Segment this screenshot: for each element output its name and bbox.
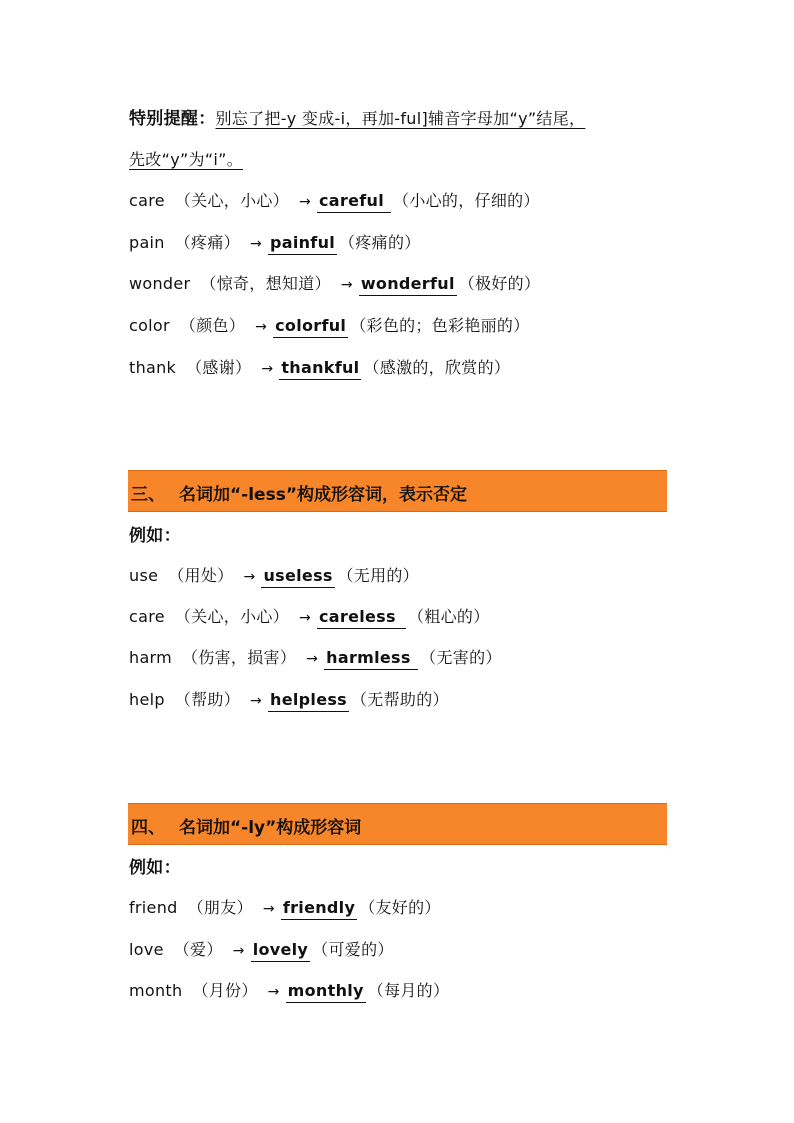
section-4-banner <box>128 803 667 845</box>
example-answer-meaning: （无用的） <box>337 566 419 585</box>
example-answer: lovely <box>251 940 310 962</box>
arrow-icon: → <box>267 984 280 1000</box>
example-answer: careless <box>317 607 406 629</box>
section-title: 名词加“-ly”构成形容词 <box>179 818 362 838</box>
arrow-icon: → <box>262 901 275 917</box>
example-answer: friendly <box>281 898 357 920</box>
section-3-heading <box>131 480 467 505</box>
example-word: harm <box>129 648 173 667</box>
arrow-icon: → <box>340 277 353 293</box>
example-word: use <box>129 566 159 585</box>
example-meaning: （感谢） <box>186 358 252 377</box>
reminder-text-1: 别忘了把-y 变成-i，再加-ful]辅音字母加“y”结尾， <box>215 109 586 128</box>
example-meaning: （惊奇，想知道） <box>200 274 331 293</box>
section-4-heading <box>131 813 361 838</box>
example-answer: monthly <box>286 981 366 1003</box>
example-answer-meaning: （小心的，仔细的） <box>393 191 540 210</box>
example-answer: harmless <box>324 648 418 670</box>
example-answer-meaning: （无害的） <box>420 648 502 667</box>
arrow-icon: → <box>298 194 312 210</box>
example-row <box>129 315 530 338</box>
section-number: 三、 <box>131 485 165 505</box>
example-row <box>129 273 540 296</box>
reminder-line-1 <box>129 108 585 130</box>
example-row <box>129 606 490 629</box>
example-meaning: （朋友） <box>187 898 253 917</box>
example-meaning: （关心，小心） <box>174 191 289 210</box>
arrow-icon: → <box>306 651 319 667</box>
arrow-icon: → <box>249 236 262 252</box>
example-meaning: （用处） <box>168 566 234 585</box>
example-meaning: （爱） <box>173 940 223 959</box>
example-meaning: （月份） <box>192 981 258 1000</box>
example-answer-meaning: （感激的，欣赏的） <box>363 358 511 377</box>
example-row <box>129 232 421 255</box>
example-row <box>129 980 449 1003</box>
arrow-icon: → <box>298 610 312 626</box>
example-word: love <box>129 940 164 959</box>
arrow-icon: → <box>261 361 274 377</box>
example-answer: useless <box>261 566 335 588</box>
example-word: friend <box>129 898 178 917</box>
example-word: month <box>129 981 183 1000</box>
example-word: color <box>129 316 170 335</box>
arrow-icon: → <box>255 319 268 335</box>
example-row <box>129 190 540 213</box>
reminder-line-2 <box>129 149 243 171</box>
reminder-text-2: 先改“y”为“i”。 <box>129 150 244 169</box>
example-label: 例如： <box>129 526 181 546</box>
example-answer: helpless <box>268 690 349 712</box>
example-answer: painful <box>268 233 337 255</box>
example-meaning: （颜色） <box>179 316 246 335</box>
example-answer: thankful <box>279 358 361 380</box>
section-3-banner <box>128 470 667 512</box>
example-word: care <box>129 191 165 210</box>
example-answer-meaning: （可爱的） <box>312 940 394 959</box>
example-label: 例如： <box>129 858 181 878</box>
example-answer-meaning: （极好的） <box>458 274 541 293</box>
reminder-label: 特别提醒： <box>129 109 216 129</box>
example-answer-meaning: （疼痛的） <box>339 233 421 252</box>
example-word: pain <box>129 233 165 252</box>
example-row <box>129 897 441 920</box>
example-answer-meaning: （彩色的；色彩艳丽的） <box>350 316 530 335</box>
example-meaning: （关心，小心） <box>174 607 289 626</box>
arrow-icon: → <box>250 693 263 709</box>
example-answer: colorful <box>273 316 348 338</box>
arrow-icon: → <box>232 943 245 959</box>
example-meaning: （疼痛） <box>174 233 240 252</box>
arrow-icon: → <box>243 569 256 585</box>
section-number: 四、 <box>131 818 165 838</box>
example-answer-meaning: （每月的） <box>367 981 450 1000</box>
example-row <box>129 939 394 962</box>
example-meaning: （帮助） <box>174 690 240 709</box>
example-word: thank <box>129 358 177 377</box>
example-row <box>129 689 449 712</box>
section-title: 名词加“-less”构成形容词，表示否定 <box>179 485 467 505</box>
example-row <box>129 565 419 588</box>
example-row <box>129 357 510 380</box>
example-answer: careful <box>317 191 391 213</box>
example-row <box>129 647 502 670</box>
example-word: care <box>129 607 165 626</box>
example-answer-meaning: （粗心的） <box>408 607 490 626</box>
example-answer-meaning: （友好的） <box>359 898 441 917</box>
example-answer-meaning: （无帮助的） <box>351 690 449 709</box>
example-answer: wonderful <box>359 274 457 296</box>
example-word: wonder <box>129 274 191 293</box>
example-meaning: （伤害，损害） <box>182 648 297 667</box>
example-word: help <box>129 690 165 709</box>
